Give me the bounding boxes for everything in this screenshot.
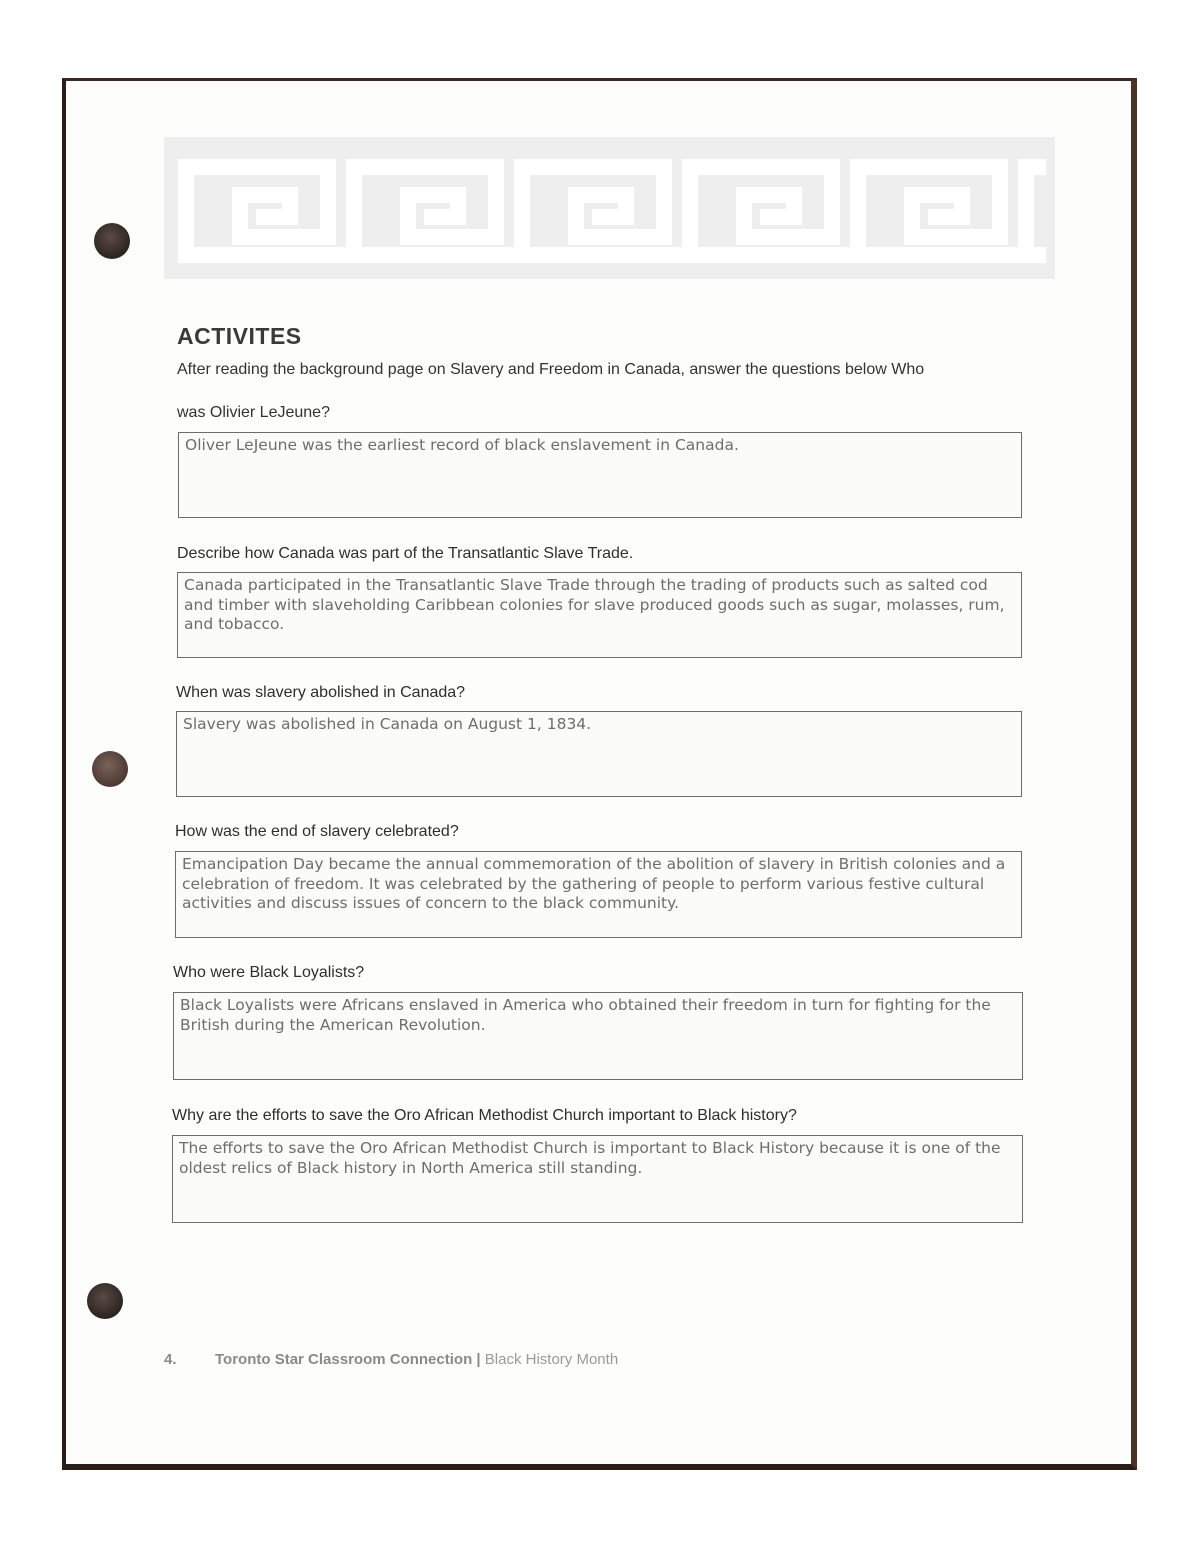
greek-key-banner [164, 137, 1055, 279]
instructions-line-2: was Olivier LeJeune? [177, 404, 330, 421]
page-number: 4. [164, 1351, 177, 1368]
footer-section: Black History Month [484, 1351, 619, 1368]
question-3: When was slavery abolished in Canada? [176, 684, 466, 701]
answer-box-1[interactable]: Oliver LeJeune was the earliest record of black enslavement in Canada. [178, 432, 1022, 518]
footer-separator: | [476, 1351, 481, 1368]
binder-hole-top [94, 223, 130, 259]
footer-publication: Toronto Star Classroom Connection | Black History Month [215, 1351, 619, 1368]
binder-hole-bottom [87, 1283, 123, 1319]
binder-hole-middle [92, 751, 128, 787]
answer-box-6[interactable]: The efforts to save the Oro African Methodist Church is important to Black History because it is one of the oldest relics of Black history in North America still standing. [172, 1135, 1023, 1223]
page-title: ACTIVITES [177, 323, 302, 349]
question-2: Describe how Canada was part of the Transatlantic Slave Trade. [177, 545, 634, 562]
question-4: How was the end of slavery celebrated? [175, 823, 459, 840]
answer-box-5[interactable]: Black Loyalists were Africans enslaved in America who obtained their freedom in turn for fighting for the British during the American Revolution. [173, 992, 1023, 1080]
answer-box-3[interactable]: Slavery was abolished in Canada on August 1, 1834. [176, 711, 1022, 797]
instructions-line-1: After reading the background page on Slavery and Freedom in Canada, answer the questions below Who [177, 361, 925, 378]
answer-box-2[interactable]: Canada participated in the Transatlantic Slave Trade through the trading of products such as salted cod and timber with slaveholding Caribbean colonies for slave produced goods such as sugar, molasses, rum, and tobacco. [177, 572, 1022, 658]
question-5: Who were Black Loyalists? [173, 964, 365, 981]
answer-box-4[interactable]: Emancipation Day became the annual commemoration of the abolition of slavery in British colonies and a celebration of freedom. It was celebrated by the gathering of people to perform various festive cultural activities and discuss issues of concern to the black community. [175, 851, 1022, 938]
question-6: Why are the efforts to save the Oro African Methodist Church important to Black history? [172, 1107, 797, 1124]
